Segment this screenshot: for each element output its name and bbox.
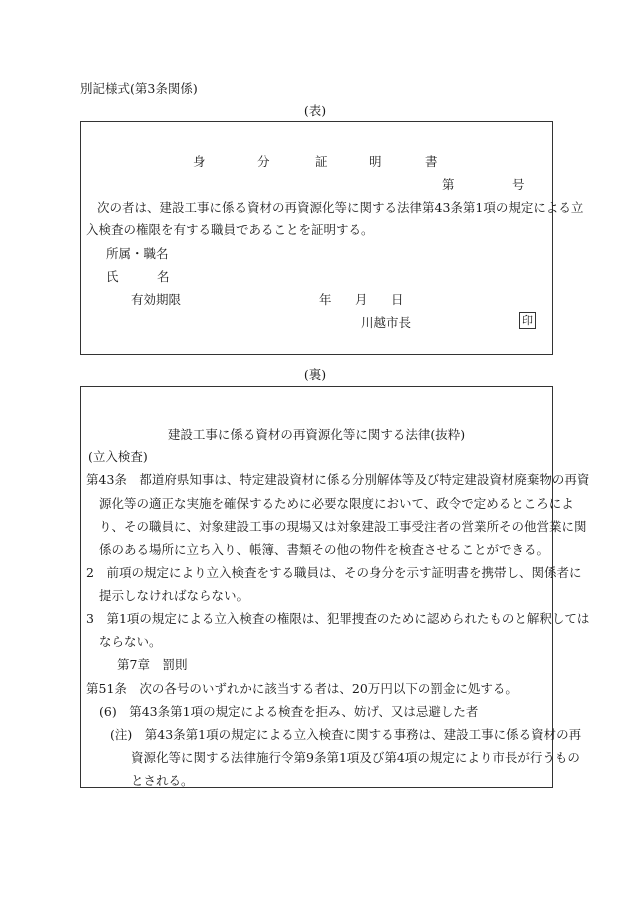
title-char: 身 [193,154,206,169]
title-char: 明 [369,154,382,169]
item6: (6) 第43条第1項の規定による検査を拒み、妨げ、又は忌避した者 [99,704,479,719]
front-label: (表) [303,103,327,118]
name-label-second: 名 [157,269,170,284]
form-header: 別記様式(第3条関係) [80,81,198,96]
seal-char: 印 [519,312,536,329]
number-first: 第 [442,177,455,192]
paragraph2-line2: 提示しなければならない。 [99,588,250,603]
note-line2: 資源化等に関する法律施行令第9条第1項及び第4項の規定により市長が行うもの [131,750,580,765]
validity-label: 有効期限 [131,292,182,307]
section-heading: (立入検査) [88,449,148,464]
article43-line3: り、その職員に、対象建設工事の現場又は対象建設工事受注者の営業所その他営業に関 [99,519,587,534]
paragraph3-line1: 3 第1項の規定による立入検査の権限は、犯罪捜査のために認められたものと解釈しては [86,611,590,626]
seal-stamp [519,312,536,329]
note-line1: (注) 第43条第1項の規定による立入検査に関する事務は、建設工事に係る資材の再 [110,727,582,742]
back-label: (裏) [303,367,327,382]
article43-line1: 第43条 都道府県知事は、特定建設資材に係る分別解体等及び特定建設資材廃棄物の再資 [86,472,590,487]
paragraph2-line1: 2 前項の規定により立入検査をする職員は、その身分を示す証明書を携帯し、関係者に [86,565,582,580]
date-year: 年 [319,292,332,307]
front-body-line2: 入検査の権限を有する職員であることを証明する。 [86,222,374,237]
article43-line4: 係のある場所に立ち入り、帳簿、書類その他の物件を検査させることができる。 [99,542,550,557]
number-suffix: 号 [512,177,525,192]
law-title: 建設工事に係る資材の再資源化等に関する法律(抜粋) [167,427,466,442]
title-char: 分 [257,154,270,169]
name-label-first: 氏 [106,269,119,284]
date-day: 日 [391,292,404,307]
title-char: 書 [425,154,438,169]
title-char: 証 [315,154,328,169]
paragraph3-line2: ならない。 [99,634,162,649]
date-month: 月 [355,292,368,307]
issuer: 川越市長 [361,315,412,330]
article43-line2: 源化等の適正な実施を確保するために必要な限度において、政令で定めるところによ [99,496,574,511]
affiliation-label: 所属・職名 [106,246,169,261]
article51: 第51条 次の各号のいずれかに該当する者は、20万円以下の罰金に処する。 [86,681,518,696]
chapter-heading: 第7章 罰則 [117,657,188,672]
note-line3: とされる。 [131,773,194,788]
front-body-line1: 次の者は、建設工事に係る資材の再資源化等に関する法律第43条第1項の規定による立 [97,200,584,215]
